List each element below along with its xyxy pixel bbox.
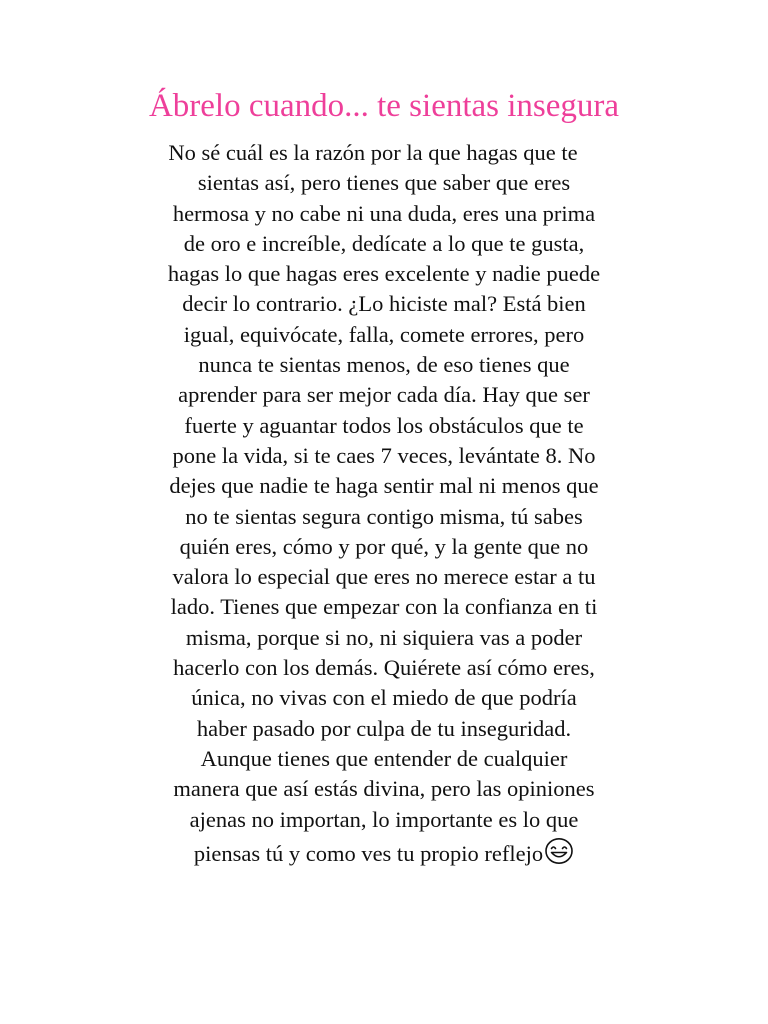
paragraph-line: pone la vida, si te caes 7 veces, levántate 8. No xyxy=(172,442,596,468)
paragraph-line: hermosa y no cabe ni una duda, eres una prima xyxy=(172,200,596,226)
paragraph-line: fuerte y aguantar todos los obstáculos que te xyxy=(184,412,584,438)
paragraph-line: no te sientas segura contigo misma, tú sabes xyxy=(185,503,583,529)
paragraph-line: sientas así, pero tienes que saber que eres xyxy=(197,170,571,196)
paragraph-line: No sé cuál es la razón por la que hagas que te xyxy=(168,140,578,165)
paragraph-line: dejes que nadie te haga sentir mal ni menos que xyxy=(169,473,599,499)
paragraph-line: lado. Tienes que empezar con la confianza en ti xyxy=(170,594,598,620)
paragraph-line: igual, equivócate, falla, comete errores, pero xyxy=(183,321,585,347)
paragraph-last-line xyxy=(60,836,708,872)
paragraph-line: misma, porque si no, ni siquiera vas a poder xyxy=(185,624,583,650)
message-paragraph xyxy=(60,138,708,872)
paragraph-line: hacerlo con los demás. Quiérete así cómo eres, xyxy=(173,655,595,681)
paragraph-line: quién eres, cómo y por qué, y la gente que no xyxy=(179,533,589,559)
paragraph-line: Aunque tienes que entender de cualquier xyxy=(200,745,568,771)
paragraph-line: nunca te sientas menos, de eso tienes que xyxy=(198,352,570,378)
paragraph-line: aprender para ser mejor cada día. Hay que ser xyxy=(178,382,590,408)
page-title: Ábrelo cuando... te sientas insegura xyxy=(148,88,620,124)
paragraph-line: única, no vivas con el miedo de que podría xyxy=(191,685,577,711)
paragraph-line: valora lo especial que eres no merece estar a tu xyxy=(172,564,596,590)
paragraph-line: ajenas no importan, lo importante es lo que xyxy=(189,806,579,832)
paragraph-line-text: piensas tú y como ves tu propio reflejo xyxy=(193,840,544,866)
paragraph-line: hagas lo que hagas eres excelente y nadie puede xyxy=(167,261,601,287)
paragraph-line: de oro e increíble, dedícate a lo que te gusta, xyxy=(183,230,585,256)
paragraph-line: decir lo contrario. ¿Lo hiciste mal? Está bien xyxy=(182,291,586,317)
paragraph-line: manera que así estás divina, pero las opiniones xyxy=(173,776,595,802)
paragraph-line: haber pasado por culpa de tu inseguridad. xyxy=(196,715,572,741)
smiling-face-icon xyxy=(544,837,574,876)
